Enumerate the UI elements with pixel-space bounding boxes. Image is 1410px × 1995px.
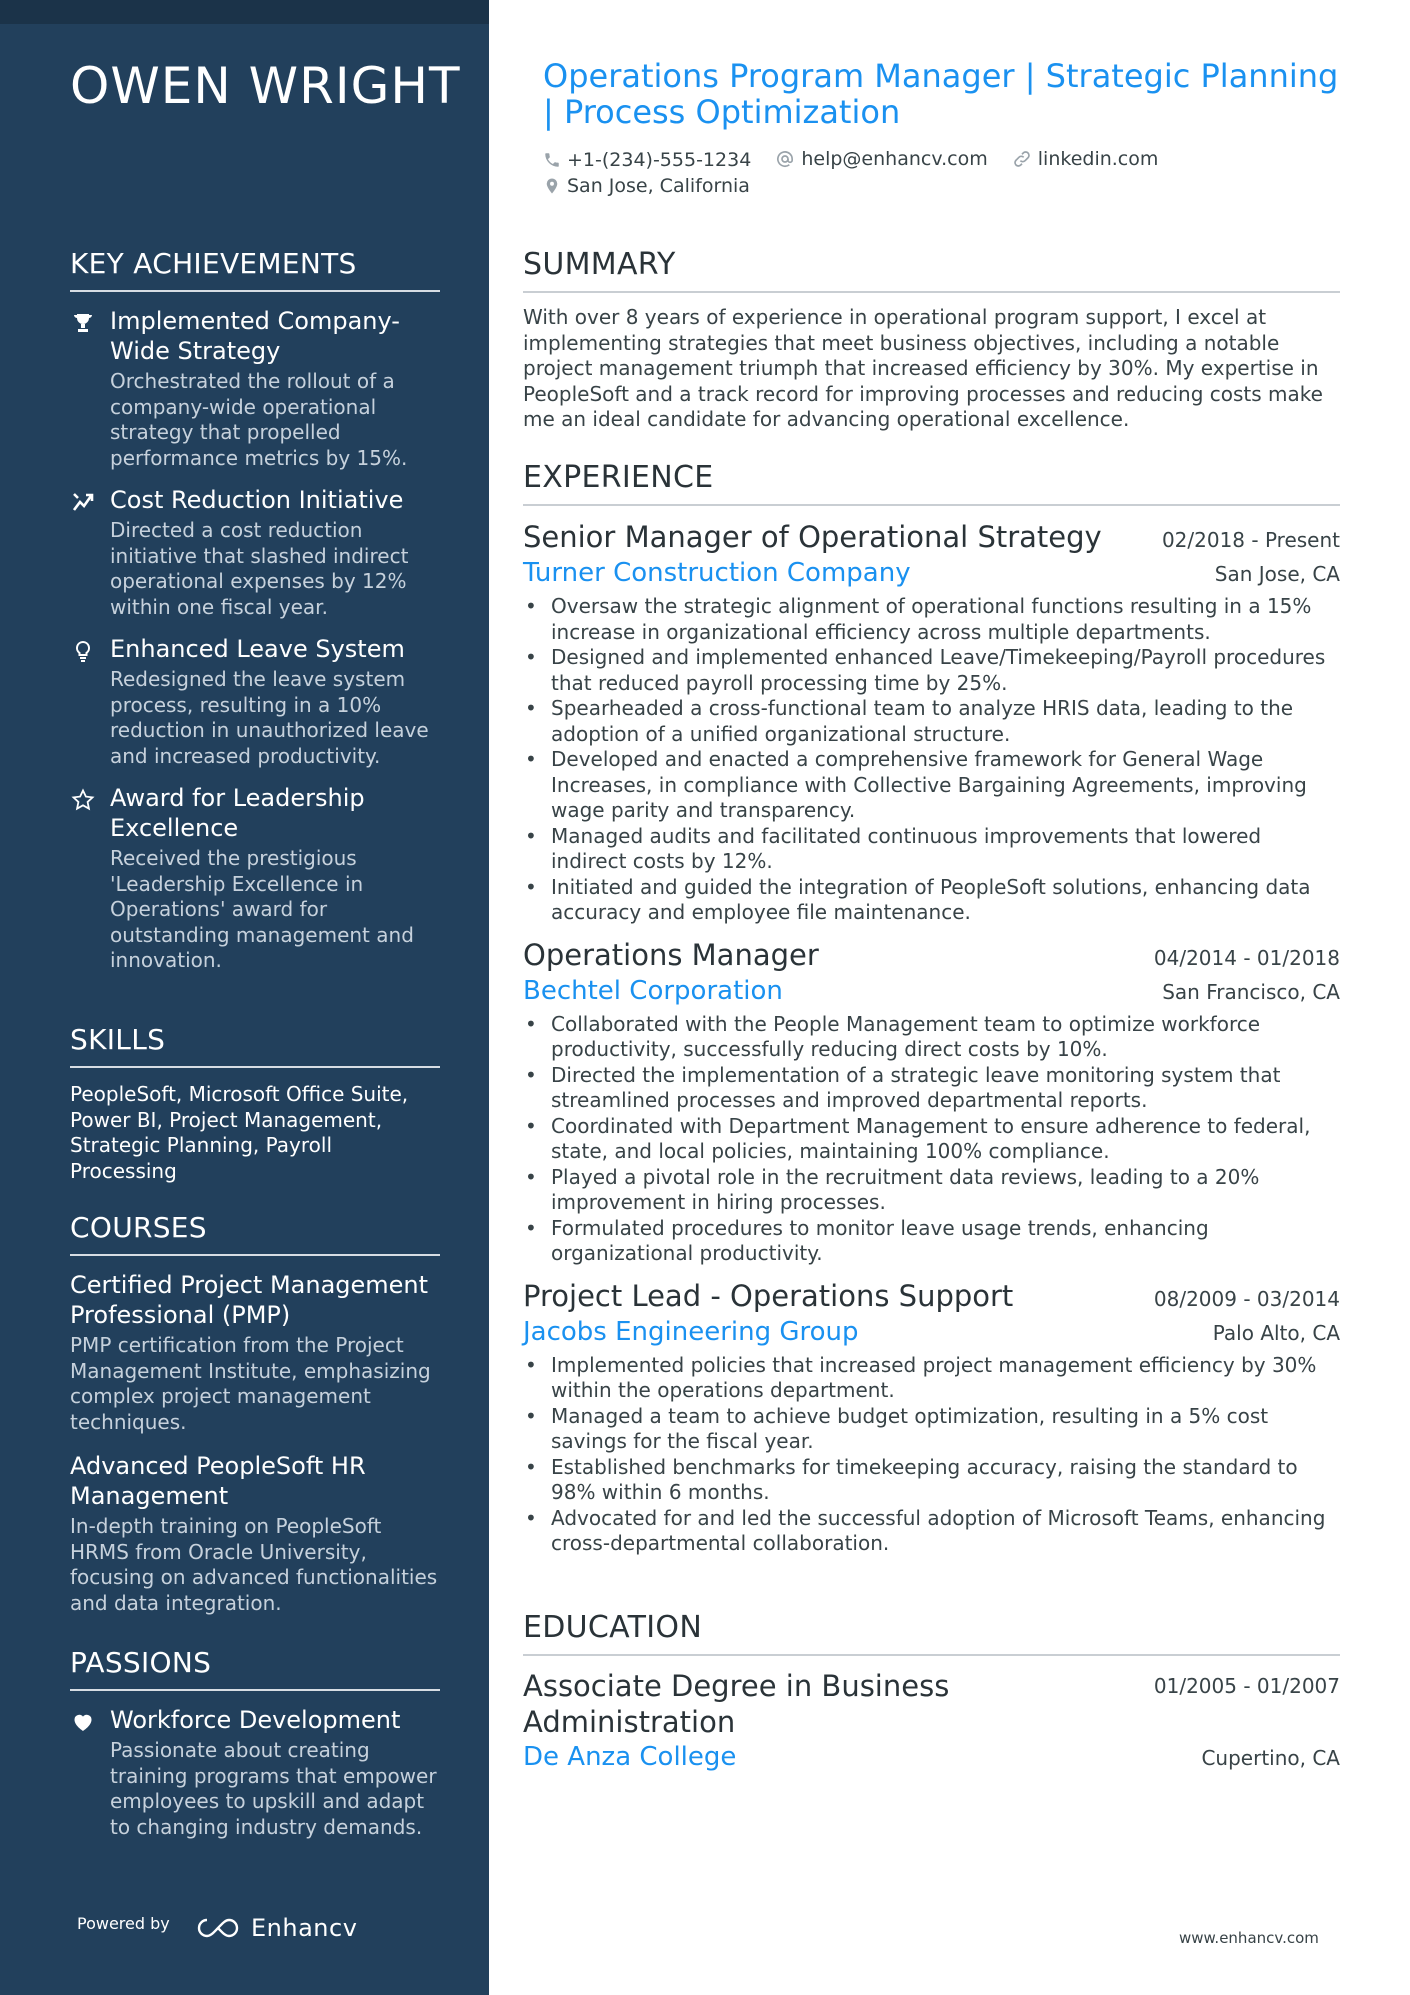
job-bullet: • Initiated and guided the integration of PeopleSoft solutions, enhancing data accuracy and employee file maintenance. <box>523 875 1340 926</box>
achievement-title: Implemented Company-Wide Strategy <box>110 307 400 365</box>
skills-heading: SKILLS <box>70 1023 440 1068</box>
passion-description: Passionate about creating training programs that empower employees to upskill and adapt to changing industry demands. <box>110 1738 437 1839</box>
phone-icon <box>543 151 561 169</box>
phone-contact[interactable] <box>543 149 751 171</box>
school-name: De Anza College <box>523 1742 737 1772</box>
phone-text: +1-(234)-555-1234 <box>567 149 752 171</box>
location-pin-icon <box>543 176 561 196</box>
achievement-description: Directed a cost reduction initiative that slashed indirect operational expenses by 12% within one fiscal year. <box>110 518 409 619</box>
job-bullet: • Directed the implementation of a strategic leave monitoring system that streamlined processes and improved departmental reports. <box>523 1063 1340 1114</box>
course-item <box>70 1451 440 1616</box>
headline: Operations Program Manager | Strategic Planning | Process Optimization <box>543 57 1339 131</box>
powered-by-label: Powered by <box>77 1914 170 1933</box>
skills-section <box>70 1023 440 1184</box>
job-bullets <box>523 1012 1340 1267</box>
job-location: San Jose, CA <box>1214 562 1340 586</box>
job-bullet: • Managed audits and facilitated continuous improvements that lowered indirect costs by 12%. <box>523 824 1340 875</box>
achievement-description: Received the prestigious 'Leadership Excellence in Operations' award for outstanding management and innovation. <box>110 846 414 972</box>
job-location: Palo Alto, CA <box>1212 1320 1340 1345</box>
job-bullets <box>523 594 1340 926</box>
job-entry <box>523 936 1340 1267</box>
job-entry <box>523 518 1340 926</box>
job-bullet: • Advocated for and led the successful adoption of Microsoft Teams, enhancing cross-departmental collaboration. <box>523 1506 1340 1557</box>
course-title: Advanced PeopleSoft HR Management <box>70 1452 366 1510</box>
achievement-title: Cost Reduction Initiative <box>110 486 404 514</box>
company-name: Jacobs Engineering Group <box>523 1316 859 1347</box>
achievement-item <box>70 634 440 769</box>
education-location: Cupertino, CA <box>1201 1746 1340 1770</box>
company-name: Turner Construction Company <box>523 558 911 588</box>
job-bullet: • Formulated procedures to monitor leave usage trends, enhancing organizational productivity. <box>523 1216 1340 1267</box>
key-achievements-heading: KEY ACHIEVEMENTS <box>70 247 440 292</box>
job-entry <box>523 1277 1340 1557</box>
achievement-description: Orchestrated the rollout of a company-wide operational strategy that propelled performance metrics by 15%. <box>110 369 408 470</box>
job-bullet: • Oversaw the strategic alignment of operational functions resulting in a 15% increase in organizational efficiency across multiple departments. <box>523 594 1340 645</box>
job-bullet: • Spearheaded a cross-functional team to analyze HRIS data, leading to the adoption of a unified organizational structure. <box>523 696 1340 747</box>
education-dates: 01/2005 - 01/2007 <box>1153 1674 1340 1698</box>
course-item <box>70 1270 440 1435</box>
achievement-title: Award for Leadership Excellence <box>110 784 365 842</box>
skills-list: PeopleSoft, Microsoft Office Suite, Power BI, Project Management, Strategic Planning, Payroll Processing <box>70 1082 409 1183</box>
job-bullet: • Established benchmarks for timekeeping accuracy, raising the standard to 98% within 6 months. <box>523 1455 1340 1506</box>
candidate-name: OWEN WRIGHT <box>70 57 461 115</box>
enhancv-logo[interactable] <box>195 1914 357 1942</box>
heart-icon <box>70 1709 96 1735</box>
enhancv-infinity-icon <box>195 1915 241 1941</box>
achievement-item <box>70 485 440 620</box>
chart-arrow-icon <box>70 489 96 515</box>
job-bullet: • Implemented policies that increased project management efficiency by 30% within the operations department. <box>523 1353 1340 1404</box>
location-text: San Jose, California <box>567 175 750 197</box>
education-entry <box>523 1668 1340 1774</box>
summary-text: With over 8 years of experience in operational program support, I excel at implementing strategies that meet business objectives, including a notable project management triumph that increased efficiency by 30%. My expertise in PeopleSoft and a track record for improving processes and reducing costs make me an ideal candidate for advancing operational excellence. <box>523 305 1323 431</box>
at-icon <box>775 149 795 169</box>
achievement-item <box>70 306 440 471</box>
location-row <box>543 175 1363 201</box>
link-text: linkedin.com <box>1037 148 1159 170</box>
company-name: Bechtel Corporation <box>523 975 783 1006</box>
job-title: Senior Manager of Operational Strategy <box>523 520 1102 554</box>
job-bullet: • Designed and implemented enhanced Leave/Timekeeping/Payroll procedures that reduced payroll processing time by 25%. <box>523 645 1340 696</box>
passions-section <box>70 1646 440 1854</box>
job-dates: 08/2009 - 03/2014 <box>1153 1286 1340 1311</box>
job-bullet: • Developed and enacted a comprehensive framework for General Wage Increases, in compliance with Collective Bargaining Agreements, improving wage parity and transparency. <box>523 747 1340 824</box>
course-description: PMP certification from the Project Management Institute, emphasizing complex project management techniques. <box>70 1333 431 1434</box>
contact-row <box>543 148 1363 174</box>
main-column <box>489 0 1410 1995</box>
star-icon <box>70 787 96 813</box>
passion-title: Workforce Development <box>110 1706 401 1734</box>
achievement-item <box>70 783 440 974</box>
summary-heading: SUMMARY <box>523 247 1340 293</box>
sidebar-top-band <box>0 0 489 24</box>
email-text: help@enhancv.com <box>801 148 988 170</box>
job-title: Operations Manager <box>523 937 819 972</box>
course-title: Certified Project Management Professional (PMP) <box>70 1271 429 1329</box>
key-achievements-section <box>70 247 440 988</box>
summary-section <box>523 247 1340 433</box>
enhancv-brand: Enhancv <box>251 1914 358 1942</box>
job-location: San Francisco, CA <box>1162 979 1340 1004</box>
trophy-icon <box>70 310 96 336</box>
degree-title: Associate Degree in Business Administration <box>523 1669 950 1739</box>
job-dates: 04/2014 - 01/2018 <box>1153 945 1340 970</box>
job-bullet: • Coordinated with Department Management to ensure adherence to federal, state, and local policies, maintaining 100% compliance. <box>523 1114 1340 1165</box>
job-bullets <box>523 1353 1340 1557</box>
job-bullet: • Played a pivotal role in the recruitment data reviews, leading to a 20% improvement in hiring processes. <box>523 1165 1340 1216</box>
link-icon <box>1012 149 1032 169</box>
course-description: In-depth training on PeopleSoft HRMS from Oracle University, focusing on advanced functionalities and data integration. <box>70 1514 438 1615</box>
courses-section <box>70 1211 440 1632</box>
experience-section <box>523 460 1340 1567</box>
location-contact <box>543 175 750 197</box>
passion-item <box>70 1705 440 1840</box>
achievement-description: Redesigned the leave system process, resulting in a 10% reduction in unauthorized leave and increased productivity. <box>110 667 429 768</box>
job-bullet: • Collaborated with the People Management team to optimize workforce productivity, successfully reducing direct costs by 10%. <box>523 1012 1340 1063</box>
link-contact[interactable] <box>1012 148 1159 170</box>
job-dates: 02/2018 - Present <box>1161 528 1340 552</box>
sidebar <box>0 0 489 1995</box>
job-bullet: • Managed a team to achieve budget optimization, resulting in a 5% cost savings for the fiscal year. <box>523 1404 1340 1455</box>
education-heading: EDUCATION <box>523 1610 1340 1656</box>
lightbulb-icon <box>70 638 96 664</box>
achievement-title: Enhanced Leave System <box>110 635 405 663</box>
footer-website[interactable]: www.enhancv.com <box>1179 1929 1319 1947</box>
experience-heading: EXPERIENCE <box>523 460 1340 506</box>
passions-heading: PASSIONS <box>70 1646 440 1691</box>
courses-heading: COURSES <box>70 1211 440 1256</box>
email-contact[interactable] <box>775 148 987 170</box>
education-section <box>523 1610 1340 1784</box>
job-title: Project Lead - Operations Support <box>523 1278 1014 1313</box>
